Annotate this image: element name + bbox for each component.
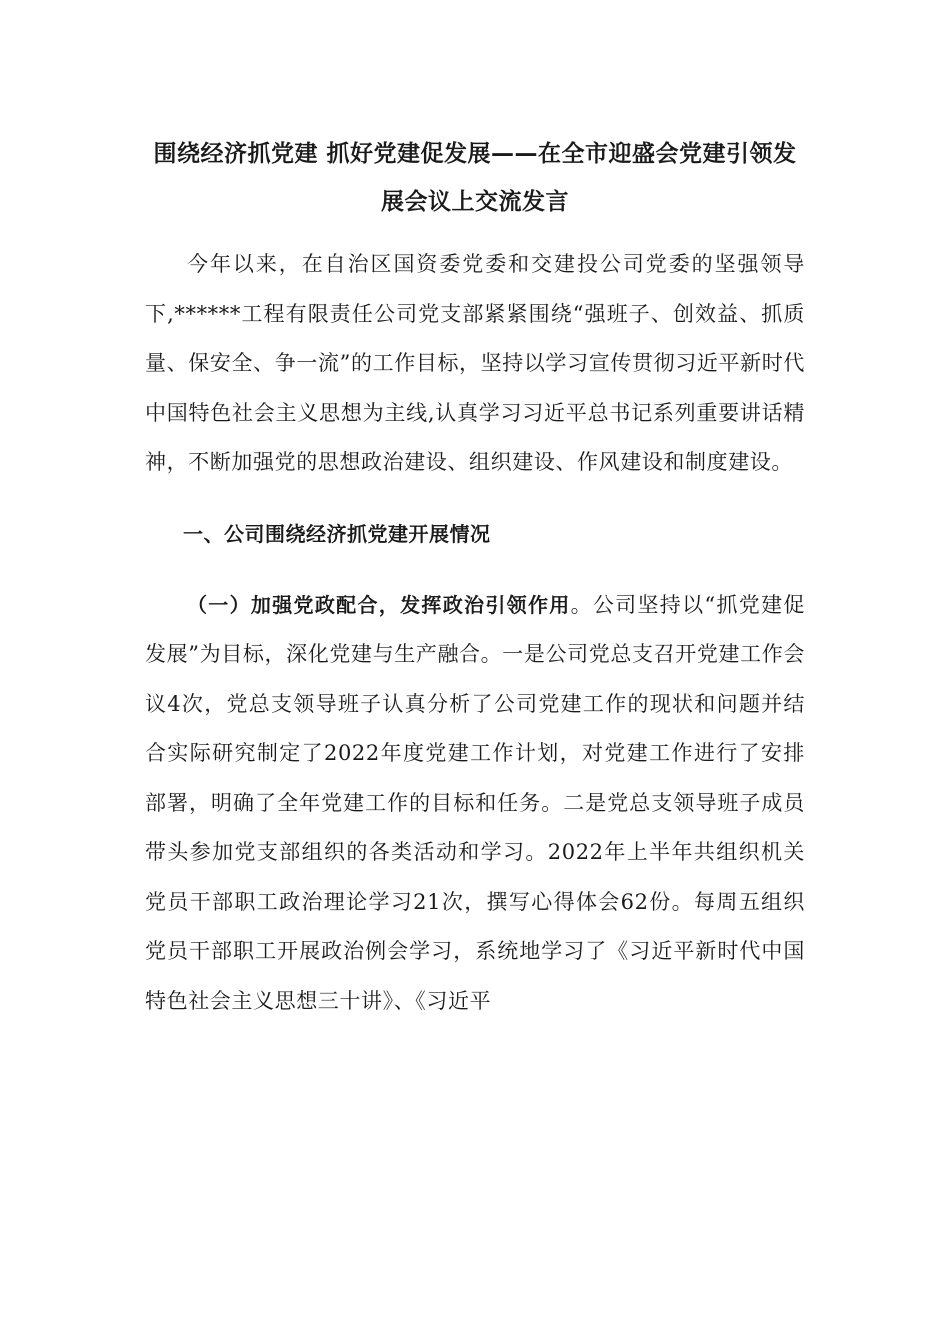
document-title: 围绕经济抓党建 抓好党建促发展——在全市迎盛会党建引领发展会议上交流发言 bbox=[153, 141, 797, 215]
intro-paragraph: 今年以来，在自治区国资委党委和交建投公司党委的坚强领导下,******工程有限责任公司党支部紧紧围绕“强班子、创效益、抓质量、保安全、争一流”的工作目标，坚持以学习宣传贯彻习近平新时代中国特色社会主义思想为主线,认真学习习近平总书记系列重要讲话精神，不断加强党的思想政治建设、组织建设、作风建设和制度建设。 bbox=[145, 252, 805, 474]
subsection-paragraph bbox=[145, 581, 805, 1027]
subsection-body: 。公司坚持以“抓党建促发展”为目标，深化党建与生产融合。一是公司党总支召开党建工作会议4次，党总支领导班子认真分析了公司党建工作的现状和问题并结合实际研究制定了2022年度党建工作计划，对党建工作进行了安排部署，明确了全年党建工作的目标和任务。二是党总支领导班子成员带头参加党支部组织的各类活动和学习。2022年上半年共组织机关党员干部职工政治理论学习21次，撰写心得体会62份。每周五组织党员干部职工开展政治例会学习，系统地学习了《习近平新时代中国特色社会主义思想三十讲》、《习近平 bbox=[145, 592, 805, 1013]
section-heading: 一、公司围绕经济抓党建开展情况 bbox=[183, 521, 491, 546]
document-page bbox=[145, 130, 805, 1026]
subsection-lead: （一）加强党政配合，发挥政治引领作用 bbox=[187, 592, 571, 617]
